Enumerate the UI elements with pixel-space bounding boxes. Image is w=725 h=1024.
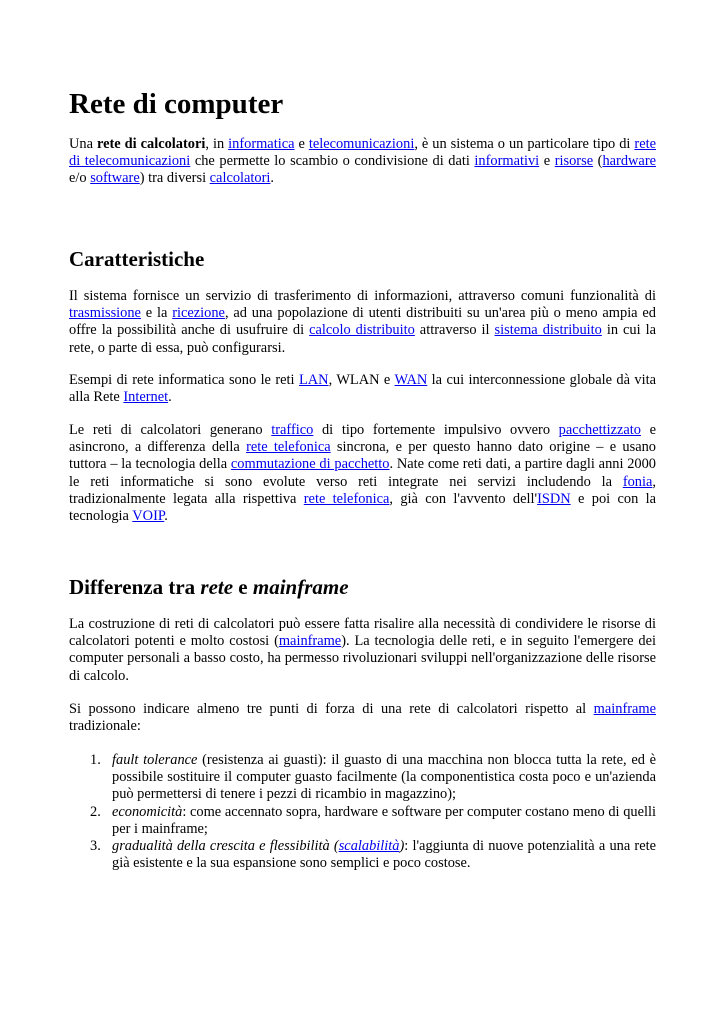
- link-trasmissione[interactable]: trasmissione: [69, 305, 141, 322]
- link-rete-telefonica[interactable]: rete telefonica: [246, 439, 331, 456]
- paragraph-text: in cui la rete, o parte di essa, può configurarsi.: [69, 322, 656, 356]
- paragraph-text: , WLAN e: [328, 372, 395, 388]
- strengths-list: [69, 752, 656, 872]
- paragraph-text: e la: [140, 305, 173, 322]
- list-item-term: ): [399, 838, 405, 855]
- paragraph-text: Esempi di rete informatica sono le reti: [69, 372, 299, 388]
- list-item-text: : come accennato sopra, hardware e software per computer costano meno di quelli per i mainframe;: [112, 803, 656, 837]
- paragraph-text: , tradizionalmente legata alla rispettiva: [69, 473, 656, 507]
- page-title: Rete di computer: [69, 88, 284, 120]
- link-software[interactable]: software: [90, 170, 140, 187]
- paragraph-text: e asincrono, a differenza della: [69, 422, 656, 456]
- heading-italic: mainframe: [252, 575, 349, 599]
- heading-italic: rete: [200, 575, 234, 599]
- link-rete-di-telecomunicazioni[interactable]: rete di telecomunicazioni: [69, 136, 656, 170]
- link-voip[interactable]: VOIP: [132, 508, 165, 525]
- link-traffico[interactable]: traffico: [271, 422, 314, 438]
- paragraph-text: .: [164, 508, 168, 525]
- link-risorse[interactable]: risorse: [554, 153, 594, 170]
- paragraph-text: Si possono indicare almeno tre punti di forza di una rete di calcolatori rispetto al: [69, 701, 594, 717]
- heading-text: Differenza tra: [69, 575, 201, 599]
- caratteristiche-paragraph-3: [69, 422, 656, 525]
- link-internet[interactable]: Internet: [123, 389, 169, 406]
- intro-text: e/o: [69, 170, 91, 187]
- caratteristiche-paragraph-2: [69, 372, 656, 406]
- link-scalabilita[interactable]: scalabilità: [338, 838, 400, 855]
- intro-text: e: [294, 136, 309, 152]
- link-sistema-distribuito[interactable]: sistema distribuito: [494, 322, 602, 339]
- paragraph-text: La costruzione di reti di calcolatori può essere fatta risalire alla necessità di condividere le risorse di calcolatori potenti e molto costosi (: [69, 616, 656, 650]
- intro-text: , in: [205, 136, 229, 152]
- intro-text: (: [593, 153, 603, 170]
- link-informativi[interactable]: informativi: [474, 153, 540, 170]
- differenza-paragraph-2: [69, 701, 656, 735]
- link-fonia[interactable]: fonia: [622, 473, 653, 490]
- link-telecomunicazioni[interactable]: telecomunicazioni: [308, 136, 415, 152]
- paragraph-text: tradizionale:: [69, 718, 141, 735]
- link-commutazione-di-pacchetto[interactable]: commutazione di pacchetto: [230, 456, 390, 473]
- paragraph-text: , ad una popolazione di utenti distribuiti su un'area più o meno ampia ed offre la possibilità anche di usufruire di: [69, 305, 656, 339]
- list-item: [69, 804, 656, 838]
- paragraph-text: , già con l'avvento dell': [389, 490, 538, 507]
- caratteristiche-paragraph-1: [69, 288, 656, 357]
- list-item-number: 2.: [90, 803, 101, 820]
- heading-text: e: [233, 575, 253, 599]
- link-rete-telefonica[interactable]: rete telefonica: [303, 490, 390, 507]
- link-calcolo-distribuito[interactable]: calcolo distribuito: [309, 322, 415, 339]
- paragraph-text: . Nate come reti dati, a partire dagli anni 2000 le reti informatiche si sono evolute verso reti integrate nei servizi includendo la: [69, 456, 657, 490]
- list-item-term: economicità: [112, 803, 183, 820]
- link-lan[interactable]: LAN: [298, 372, 329, 388]
- paragraph-text: Il sistema fornisce un servizio di trasferimento di informazioni, attraverso comuni funzionalità di: [69, 288, 656, 304]
- link-informatica[interactable]: informatica: [228, 136, 295, 152]
- intro-text: che permette lo scambio o condivisione di dati: [190, 153, 475, 170]
- paragraph-text: attraverso il: [414, 322, 495, 339]
- list-item-number: 1.: [90, 752, 101, 768]
- paragraph-text: Le reti di calcolatori generano: [69, 422, 272, 438]
- paragraph-text: di tipo fortemente impulsivo ovvero: [313, 422, 559, 438]
- list-item-text: (resistenza ai guasti): il guasto di una macchina non blocca tutta la rete, ed è possibile sostituire il computer guasto facilmente (la componentistica costa poco e un'azienda può permettersi di tenere i pezzi di ricambio in magazzino);: [112, 752, 656, 803]
- link-pacchettizzato[interactable]: pacchettizzato: [558, 422, 641, 438]
- link-calcolatori[interactable]: calcolatori: [209, 170, 271, 187]
- paragraph-text: la cui interconnessione globale dà vita alla Rete: [69, 372, 656, 406]
- differenza-paragraph-1: [69, 616, 656, 685]
- intro-text: ) tra diversi: [139, 170, 210, 187]
- section-heading-differenza: [69, 574, 349, 600]
- paragraph-text: sincrona, e per questo hanno dato origine – e usano tuttora – la tecnologia della: [69, 439, 657, 473]
- paragraph-text: ). La tecnologia delle reti, e in seguito l'emergere dei computer personali a basso costo, ha permesso rivoluzionari sviluppi nell'organizzazione delle risorse di calcolo.: [69, 633, 656, 684]
- intro-paragraph: [69, 136, 656, 188]
- link-mainframe[interactable]: mainframe: [593, 701, 656, 717]
- intro-text: .: [270, 170, 275, 187]
- link-wan[interactable]: WAN: [394, 372, 428, 388]
- link-mainframe[interactable]: mainframe: [278, 633, 342, 650]
- list-item-text: : l'aggiunta di nuove potenzialità a una rete già esistente e la sua espansione sono semplici e poco costose.: [112, 838, 657, 872]
- intro-bold-term: rete di calcolatori: [96, 136, 206, 152]
- paragraph-text: .: [168, 389, 172, 406]
- list-item: [69, 752, 656, 804]
- link-hardware[interactable]: hardware: [602, 153, 656, 170]
- intro-text: Una: [69, 136, 97, 152]
- list-item-term: gradualità della crescita e flessibilità (: [112, 838, 339, 855]
- paragraph-text: e poi con la tecnologia: [69, 490, 656, 525]
- list-item-term: fault tolerance: [112, 752, 198, 768]
- intro-text: e: [539, 153, 555, 170]
- section-heading-caratteristiche: Caratteristiche: [69, 247, 205, 271]
- link-isdn[interactable]: ISDN: [537, 490, 571, 507]
- link-ricezione[interactable]: ricezione: [172, 305, 225, 322]
- list-item: [69, 838, 656, 872]
- list-item-number: 3.: [90, 838, 101, 855]
- intro-text: , è un sistema o un particolare tipo di: [414, 136, 635, 152]
